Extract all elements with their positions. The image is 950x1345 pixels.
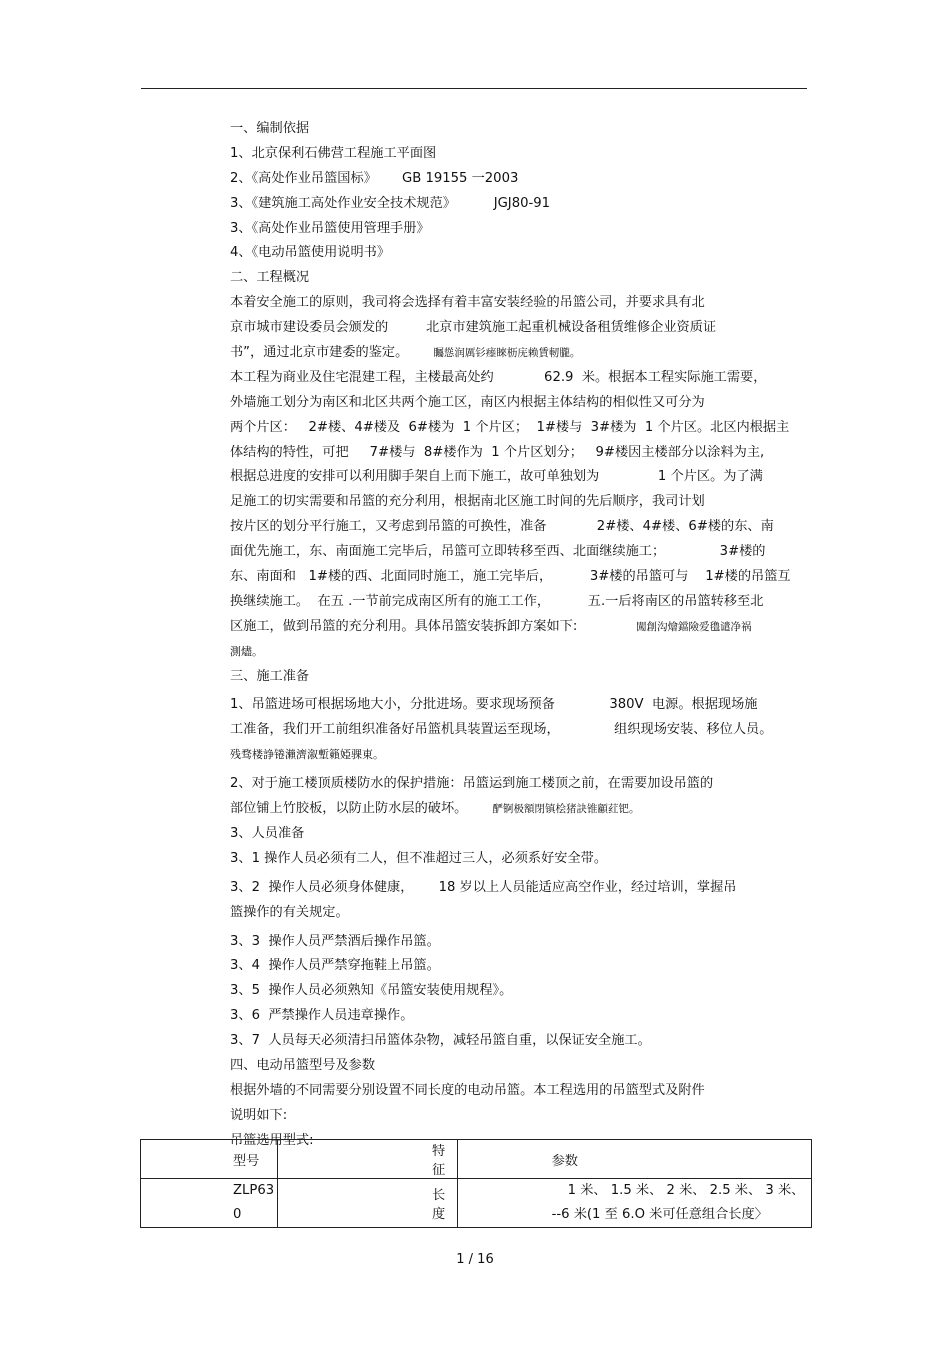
garbled-text: 闖創沟燴鐺險爱氇谴净祸 <box>636 620 752 633</box>
paragraph-text: 部位铺上竹胶板，以防止防水层的破坏。 <box>230 801 468 817</box>
paragraph-line: 换继续施工。 在五 .一节前完成南区所有的施工工作， 五.一后将南区的吊篮转移至北 <box>230 593 764 609</box>
paragraph-line: 体结构的特性，可把 7#楼与 8#楼作为 1 个片区划分； 9#楼因主楼部分以涂料为主, <box>230 444 765 460</box>
param-line: --6 米(1 至 6.O 米可任意组合长度〉 <box>551 1207 768 1222</box>
list-item: 3、4 操作人员严禁穿拖鞋上吊篮。 <box>230 958 440 974</box>
paragraph-line <box>230 341 820 366</box>
subsection-heading: 3、人员准备 <box>230 825 305 841</box>
paragraph-line: 按片区的划分平行施工，又考虑到吊篮的可换性，准备 2#楼、4#楼、6#楼的东、南 <box>230 519 774 535</box>
cell-feature: 长度 <box>277 1179 457 1228</box>
list-item: 3、7 人员每天必须清扫吊篮体杂物，减轻吊篮自重，以保证安全施工。 <box>230 1033 651 1049</box>
list-item: 3、2 操作人员必须身体健康， 18 岁以上人员能适应高空作业，经过培训，掌握吊 <box>230 879 737 895</box>
list-item: 3、3 操作人员严禁酒后操作吊篮。 <box>230 933 440 949</box>
paragraph-line: 工准备，我们开工前组织准备好吊篮机具装置运至现场， 组织现场安装、移位人员。 <box>230 722 773 738</box>
header-model: 型号 <box>141 1140 278 1179</box>
cell-params <box>457 1179 811 1228</box>
garbled-line: 測燼。 <box>230 644 263 658</box>
paragraph-line: 2、对于施工楼顶质楼防水的保护措施：吊篮运到施工楼顶之前，在需要加设吊篮的 <box>230 776 714 792</box>
section-heading: 一、编制依据 <box>230 121 310 136</box>
list-item: 篮操作的有关规定。 <box>230 904 349 920</box>
paragraph-line: 本工程为商业及住宅混建工程，主楼最高处约 62.9 米。根据本工程实际施工需要， <box>230 369 767 385</box>
paragraph-line: 外墙施工划分为南区和北区共两个施工区，南区内根据主体结构的相似性又可分为 <box>230 394 705 410</box>
garbled-line: 残骛楼諍锩瀨濟溆塹籟婭骒東。 <box>230 748 384 762</box>
page-number: 1 / 16 <box>456 1252 494 1267</box>
reference-item: 1、北京保利石佛营工程施工平面图 <box>230 145 437 161</box>
paragraph-line <box>230 615 820 640</box>
paragraph-line: 吊篮选用型式: <box>230 1132 314 1148</box>
paragraph-line: 京市城市建设委员会颁发的 北京市建筑施工起重机械设备租赁维修企业资质证 <box>230 320 717 336</box>
paragraph-line: 本着安全施工的原则，我司将会选择有着丰富安装经验的吊篮公司，并要求具有北 <box>230 295 705 311</box>
reference-item: 4、《电动吊篮使用说明书》 <box>230 245 391 261</box>
garbled-text: 矚慫润厲钐瘗睞枥庑赖賃軔朧。 <box>433 347 581 360</box>
basket-spec-table <box>140 1139 812 1228</box>
paragraph-line: 面优先施工，东、南面施工完毕后，吊篮可立即转移至西、北面继续施工； 3#楼的 <box>230 544 766 560</box>
paragraph-text: 区施工，做到吊篮的充分利用。具体吊篮安装拆卸方案如下: <box>230 618 578 634</box>
section-heading: 四、电动吊篮型号及参数 <box>230 1057 376 1073</box>
table-header-row <box>141 1140 812 1179</box>
header-feature: 特征 <box>277 1140 457 1179</box>
model-line: 0 <box>233 1207 242 1222</box>
paragraph-line <box>230 797 820 822</box>
section-heading: 三、施工准备 <box>230 668 310 684</box>
paragraph-line: 1、吊篮进场可根据场地大小，分批进场。要求现场预备 380V 电源。根据现场施 <box>230 697 758 713</box>
reference-item: 3、《高处作业吊篮使用管理手册》 <box>230 220 430 236</box>
paragraph-line: 根据外墙的不同需要分别设置不同长度的电动吊篮。本工程选用的吊篮型式及附件 <box>230 1082 705 1098</box>
section-heading: 二、工程概况 <box>230 270 310 286</box>
paragraph-text: 书”，通过北京市建委的鉴定。 <box>230 345 409 361</box>
list-item: 3、5 操作人员必须熟知《吊篮安装使用规程》。 <box>230 983 513 999</box>
header-rule <box>141 88 807 89</box>
cell-model <box>141 1179 278 1228</box>
paragraph-line: 足施工的切实需要和吊篮的充分利用，根据南北区施工时间的先后顺序，我司计划 <box>230 494 705 510</box>
garbled-text: 酽锕极額閉镇桧猪訣锥顧荭钯。 <box>492 803 640 816</box>
reference-item: 3、《建筑施工高处作业安全技术规范》 JGJ80-91 <box>230 195 551 211</box>
list-item: 3、6 严禁操作人员违章操作。 <box>230 1008 414 1024</box>
paragraph-line: 两个片区： 2#楼、4#楼及 6#楼为 1 个片区； 1#楼与 3#楼为 1 个片区。北区内根据主 <box>230 419 790 435</box>
param-line: 1 米、 1.5 米、 2 米、 2.5 米、 3 米、 <box>567 1183 805 1198</box>
paragraph-line: 根据总进度的安排可以利用脚手架自上而下施工，故可单独划为 1 个片区。为了满 <box>230 469 763 485</box>
table-row <box>141 1179 812 1228</box>
list-item: 3、1 操作人员必须有二人，但不准超过三人，必须系好安全带。 <box>230 850 608 866</box>
header-params: 参数 <box>457 1140 811 1179</box>
document-body <box>230 117 820 1154</box>
model-line: ZLP63 <box>233 1183 275 1198</box>
paragraph-line: 东、南面和 1#楼的西、北面同时施工，施工完毕后， 3#楼的吊篮可与 1#楼的吊篮互 <box>230 569 791 585</box>
paragraph-line: 说明如下: <box>230 1107 288 1123</box>
reference-item: 2、《高处作业吊篮国标》 GB 19155 一2003 <box>230 170 519 186</box>
